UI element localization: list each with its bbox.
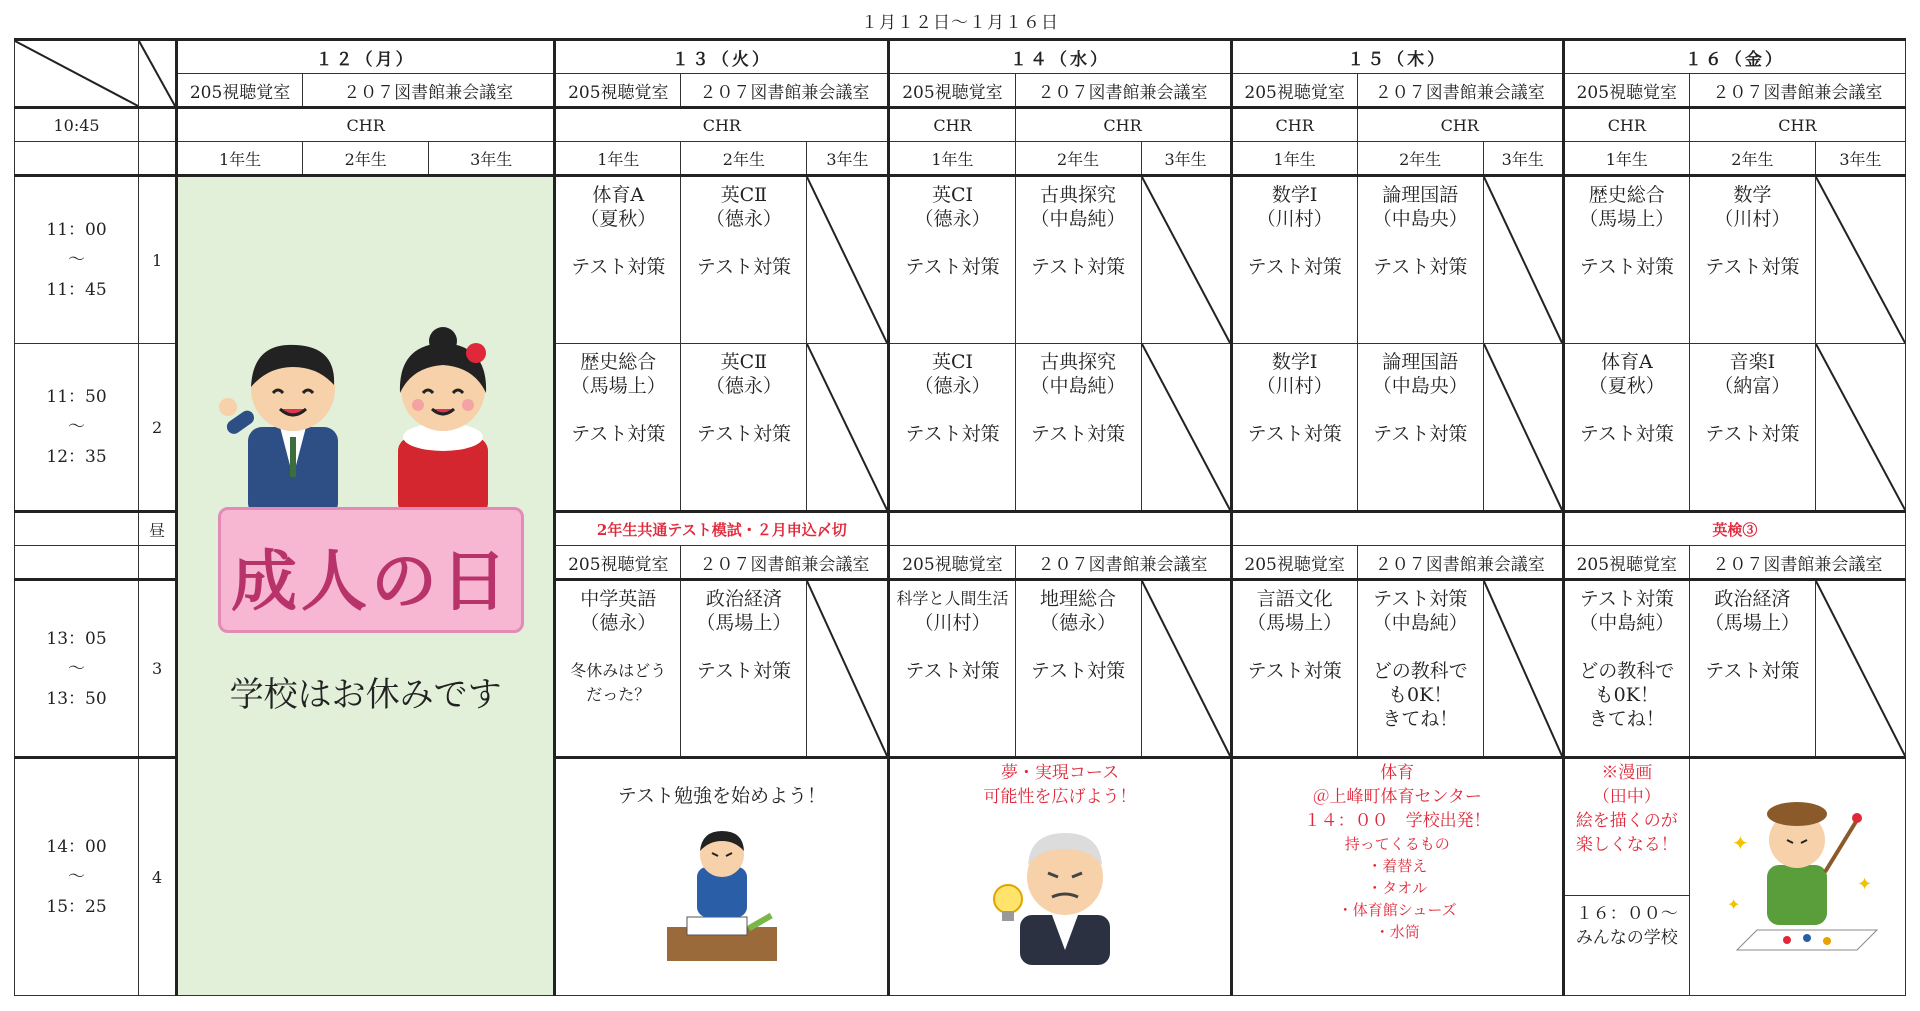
room-b: ２０７図書館兼会議室 — [681, 74, 889, 108]
grade-1: 1年生 — [555, 142, 681, 176]
room-b: ２０７図書館兼会議室 — [1689, 74, 1905, 108]
chr-thu-2: CHR — [1357, 108, 1563, 142]
period-4-num: 4 — [139, 758, 177, 996]
holiday-block — [177, 176, 555, 996]
class-cell: 体育A （夏秋） テスト対策 — [1563, 344, 1689, 512]
empty-slot — [1815, 580, 1905, 758]
period-4-tue: テスト勉強を始めよう！ — [555, 758, 889, 996]
corner-cell-2 — [139, 40, 177, 108]
grade-1: 1年生 — [889, 142, 1015, 176]
bring-item: ・タオル — [1367, 879, 1428, 897]
room-a: 205視聴覚室 — [555, 74, 681, 108]
class-cell: 歴史総合 （馬場上） テスト対策 — [555, 344, 681, 512]
chr-time: 10:45 — [15, 108, 139, 142]
class-cell: 言語文化 （馬場上） テスト対策 — [1231, 580, 1357, 758]
holiday-banner: 成人の日 — [218, 507, 524, 633]
class-cell: 古典探究 （中島純） テスト対策 — [1015, 344, 1141, 512]
period-3-time: 13：05 〜 13：50 — [15, 580, 139, 758]
class-cell: 英CⅡ （德永） テスト対策 — [681, 344, 807, 512]
chr-mon: CHR — [177, 108, 555, 142]
day-fri: １６（金） — [1563, 40, 1905, 74]
room-a: 205視聴覚室 — [889, 74, 1015, 108]
grade-3: 3年生 — [1815, 142, 1905, 176]
room-row — [15, 74, 1906, 108]
room-b: ２０７図書館兼会議室 — [681, 546, 889, 580]
grade-1: 1年生 — [1563, 142, 1689, 176]
room-a: 205視聴覚室 — [1563, 546, 1689, 580]
class-cell: 数学Ⅰ （川村） テスト対策 — [1231, 344, 1357, 512]
class-cell: 歴史総合 （馬場上） テスト対策 — [1563, 176, 1689, 344]
grade-2: 2年生 — [681, 142, 807, 176]
period-1-row — [15, 176, 1906, 344]
holiday-message: 学校はお休みです — [229, 675, 502, 715]
grade-3: 3年生 — [1483, 142, 1563, 176]
grade-3: 3年生 — [429, 142, 555, 176]
day-thu: １５（木） — [1231, 40, 1563, 74]
class-cell: 論理国語 （中島央） テスト対策 — [1357, 176, 1483, 344]
class-cell: 論理国語 （中島央） テスト対策 — [1357, 344, 1483, 512]
grade-2: 2年生 — [1015, 142, 1141, 176]
empty-slot — [1141, 176, 1231, 344]
grade-2: 2年生 — [1689, 142, 1815, 176]
lunch-note-tue: 2年生共通テスト模試・２月申込〆切 — [555, 512, 889, 546]
room-a: 205視聴覚室 — [1231, 74, 1357, 108]
boy-figure — [218, 327, 358, 517]
studying-student-illustration — [657, 827, 787, 967]
empty-slot — [1815, 176, 1905, 344]
grade-1: 1年生 — [1231, 142, 1357, 176]
empty-slot — [1483, 580, 1563, 758]
svg-text:✦: ✦ — [1727, 894, 1741, 914]
day-tue: １３（火） — [555, 40, 889, 74]
girl-figure — [378, 327, 508, 517]
class-cell: 英CⅠ （德永） テスト対策 — [889, 176, 1015, 344]
period-4-fri-note: ※漫画 （田中） 絵を描くのが 楽しくなる！ １６：００〜 みんなの学校 — [1563, 758, 1689, 996]
room-b: ２０７図書館兼会議室 — [1689, 546, 1905, 580]
room-b: ２０７図書館兼会議室 — [1015, 74, 1231, 108]
grade-1: 1年生 — [177, 142, 303, 176]
class-cell: 数学Ⅰ （川村） テスト対策 — [1231, 176, 1357, 344]
day-wed: １４（水） — [889, 40, 1231, 74]
lunch-note-fri: 英検③ — [1563, 512, 1905, 546]
empty-slot — [1141, 580, 1231, 758]
chr-wed-1: CHR — [889, 108, 1015, 142]
class-cell: 英CⅡ （德永） テスト対策 — [681, 176, 807, 344]
empty-slot — [1141, 344, 1231, 512]
inventor-illustration — [990, 815, 1130, 965]
period-4-fri-art — [1689, 758, 1905, 996]
class-cell: 政治経済 （馬場上） テスト対策 — [1689, 580, 1815, 758]
room-b: ２０７図書館兼会議室 — [1357, 74, 1563, 108]
class-cell: 体育A （夏秋） テスト対策 — [555, 176, 681, 344]
chr-fri-1: CHR — [1563, 108, 1689, 142]
room-b: ２０７図書館兼会議室 — [1015, 546, 1231, 580]
room-a: 205視聴覚室 — [1231, 546, 1357, 580]
page-title: １月１２日〜１月１６日 — [861, 13, 1059, 33]
class-cell: 中学英語 （德永） 冬休みはどう だった？ — [555, 580, 681, 758]
chr-fri-2: CHR — [1689, 108, 1905, 142]
period-3-num: 3 — [139, 580, 177, 758]
empty-slot — [1483, 344, 1563, 512]
class-cell: 古典探究 （中島純） テスト対策 — [1015, 176, 1141, 344]
empty-slot — [807, 176, 889, 344]
class-cell: 地理総合 （德永） テスト対策 — [1015, 580, 1141, 758]
grade-3: 3年生 — [807, 142, 889, 176]
grade-row — [15, 142, 1906, 176]
chr-wed-2: CHR — [1015, 108, 1231, 142]
schedule-table — [14, 38, 1906, 996]
day-mon: １２（月） — [177, 40, 555, 74]
class-cell: テスト対策 （中島純） どの教科で も0K！ きてね！ — [1563, 580, 1689, 758]
grade-2: 2年生 — [1357, 142, 1483, 176]
period-4-time: 14：00 〜 15：25 — [15, 758, 139, 996]
chr-row — [15, 108, 1906, 142]
class-cell: 数学 （川村） テスト対策 — [1689, 176, 1815, 344]
room-b: ２０７図書館兼会議室 — [1357, 546, 1563, 580]
room-a: 205視聴覚室 — [555, 546, 681, 580]
grade-2: 2年生 — [303, 142, 429, 176]
class-cell: テスト対策 （中島純） どの教科で も0K！ きてね！ — [1357, 580, 1483, 758]
empty-slot — [807, 580, 889, 758]
class-cell: 英CⅠ （德永） テスト対策 — [889, 344, 1015, 512]
period-1-time: 11：00 〜 11：45 — [15, 176, 139, 344]
room-b: ２０７図書館兼会議室 — [303, 74, 555, 108]
class-cell: 科学と人間生活 （川村） テスト対策 — [889, 580, 1015, 758]
empty-slot — [807, 344, 889, 512]
day-header-row — [15, 40, 1906, 74]
period-2-num: 2 — [139, 344, 177, 512]
bring-item: ・体育館シューズ — [1337, 901, 1457, 919]
period-1-num: 1 — [139, 176, 177, 344]
room-a: 205視聴覚室 — [889, 546, 1015, 580]
svg-text:✦: ✦ — [1732, 830, 1750, 855]
empty-slot — [1483, 176, 1563, 344]
corner-cell — [15, 40, 139, 108]
bring-item: ・水筒 — [1374, 923, 1420, 941]
lunch-label: 昼 — [139, 512, 177, 546]
empty-slot — [1815, 344, 1905, 512]
bring-item: ・着替え — [1367, 857, 1428, 875]
room-a: 205視聴覚室 — [177, 74, 303, 108]
chr-thu-1: CHR — [1231, 108, 1357, 142]
chr-tue: CHR — [555, 108, 889, 142]
period-2-time: 11：50 〜 12：35 — [15, 344, 139, 512]
class-cell: 政治経済 （馬場上） テスト対策 — [681, 580, 807, 758]
painter-illustration — [1707, 780, 1887, 970]
svg-text:✦: ✦ — [1857, 873, 1873, 895]
class-cell: 音楽Ⅰ （納富） テスト対策 — [1689, 344, 1815, 512]
grade-3: 3年生 — [1141, 142, 1231, 176]
room-a: 205視聴覚室 — [1563, 74, 1689, 108]
period-4-thu: 体育 ＠上峰町体育センター １４：００ 学校出発！ 持ってくるもの ・着替え ・タオル ・体育館シューズ ・水筒 — [1231, 758, 1563, 996]
period-4-wed: 夢・実現コース 可能性を広げよう！ — [889, 758, 1231, 996]
